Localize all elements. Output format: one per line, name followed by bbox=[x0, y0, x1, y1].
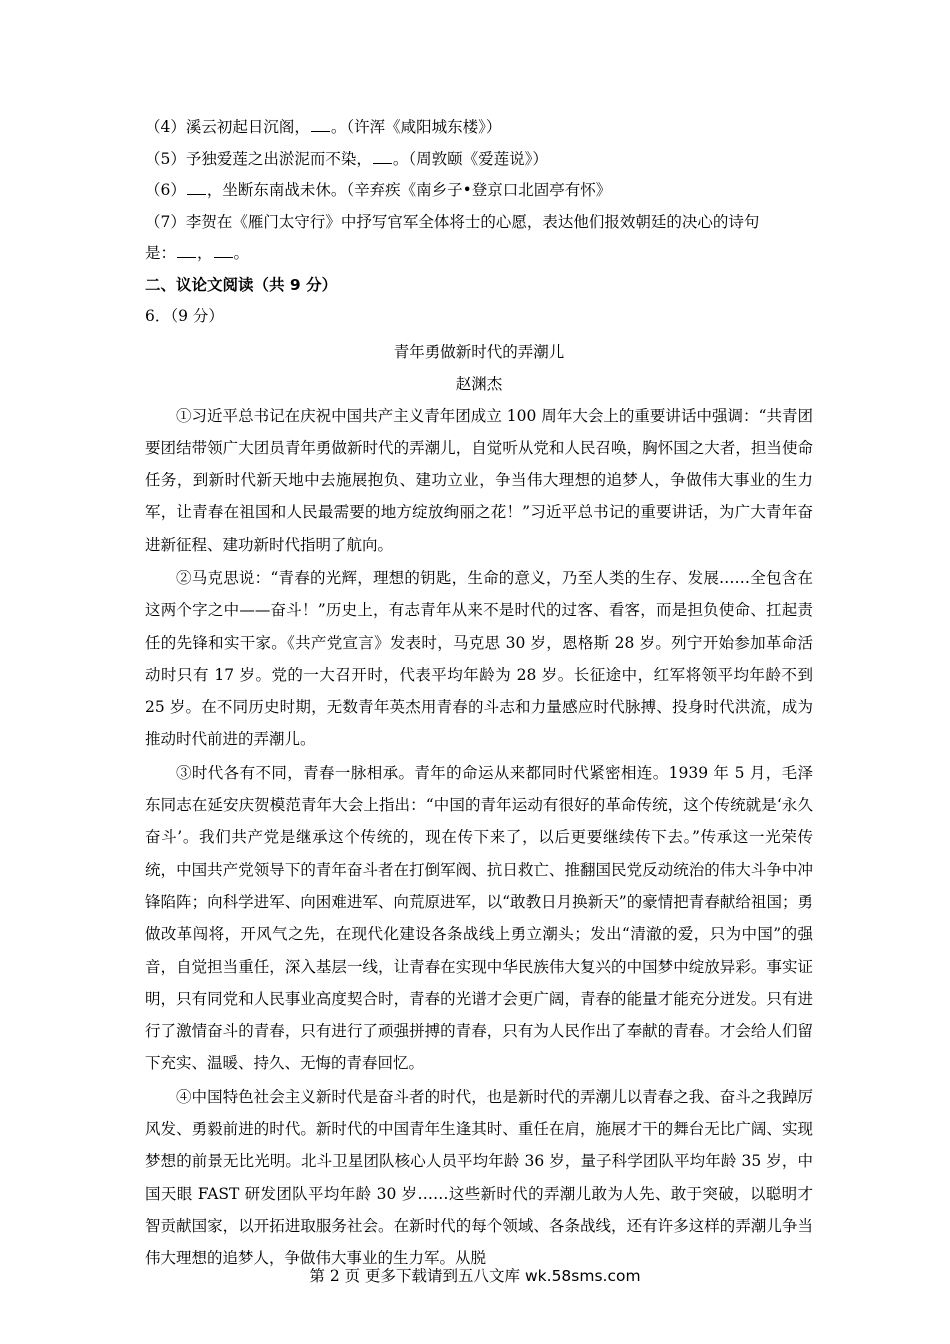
question-6 bbox=[145, 175, 813, 207]
page-footer bbox=[0, 1264, 950, 1288]
article-paragraph-3: ③时代各有不同，青春一脉相承。青年的命运从来都同时代紧密相连。1939 年 5 月，毛泽东同志在延安庆贺模范青年大会上指出：“中国的青年运动有很好的革命传统，这个传统就是‘永久奋斗’。我们共产党是继承这个传统的，现在传下来了，以后更要继续传下去。”传承这一光荣传统，中国共产党领导下的青年奋斗者在打倒军阀、抗日救亡、推翻国民党反动统治的伟大斗争中冲锋陷阵；向科学进军、向困难进军、向荒原进军，以“敢教日月换新天”的豪情把青春献给祖国；勇做改革闯将，开风气之先，在现代化建设各条战线上勇立潮头；发出“清澈的爱，只为中国”的强音，自觉担当重任，深入基层一线，让青春在实现中华民族伟大复兴的中国梦中绽放异彩。事实证明，只有同党和人民事业高度契合时，青春的光谱才会更广阔，青春的能量才能充分迸发。只有进行了激情奋斗的青春，只有进行了顽强拼搏的青春，只有为人民作出了奉献的青春。才会给人们留下充实、温暖、持久、无悔的青春回忆。 bbox=[145, 763, 813, 1073]
answer-blank bbox=[187, 180, 206, 195]
article-author: 赵渊杰 bbox=[455, 374, 503, 393]
answer-blank bbox=[373, 149, 392, 164]
page-content bbox=[145, 112, 813, 1275]
question-7-prefix: 是： bbox=[145, 244, 177, 262]
question-7-middle: ， bbox=[197, 244, 213, 262]
footer-site: wk.58sms.com bbox=[524, 1267, 641, 1285]
question-7-suffix: 。 bbox=[233, 244, 250, 262]
question-label: 6．（9 分） bbox=[145, 307, 224, 325]
question-7-line-2 bbox=[145, 238, 813, 270]
question-6-prefix: （6） bbox=[145, 181, 186, 199]
article-paragraph-4: ④中国特色社会主义新时代是奋斗者的时代，也是新时代的弄潮儿以青春之我、奋斗之我踔厉风发、勇毅前进的时代。新时代的中国青年生逢其时、重任在肩，施展才干的舞台无比广阔、实现梦想的前景无比光明。北斗卫星团队核心人员平均年龄 36 岁，量子科学团队平均年龄 35 岁，中国天眼 FAST 研发团队平均年龄 30 岁……这些新时代的弄潮儿敢为人先、敢于突破，以聪明才智贡献国家，以开拓进取服务社会。在新时代的每个领域、各条战线，还有许多这样的弄潮儿争当伟大理想的追梦人，争做伟大事业的生力军。从脱 bbox=[145, 1087, 813, 1268]
question-4-suffix: 。（许浑《咸阳城东楼》） bbox=[330, 118, 502, 136]
article-paragraph-2: ②马克思说：“青春的光辉，理想的钥匙，生命的意义，乃至人类的生存、发展……全包含在这两个字之中——奋斗！”历史上，有志青年从来不是时代的过客、看客，而是担负使命、扛起责任的先锋和实干家。《共产党宣言》发表时，马克思 30 岁，恩格斯 28 岁。列宁开始参加革命活动时只有 17 岁。党的一大召开时，代表平均年龄为 28 岁。长征途中，红军将领平均年龄不到 25 岁。在不同历史时期，无数青年英杰用青春的斗志和力量感应时代脉搏、投身时代洪流，成为推动时代前进的弄潮儿。 bbox=[145, 568, 813, 749]
question-6-suffix: ，坐断东南战未休。（辛弃疾《南乡子•登京口北固亭有怀》 bbox=[206, 181, 612, 199]
question-5-prefix: （5）予独爱莲之出淤泥而不染， bbox=[145, 149, 372, 168]
answer-blank bbox=[214, 243, 233, 258]
question-7-line-1: （7）李贺在《雁门太守行》中抒写官军全体将士的心愿，表达他们报效朝廷的决心的诗句 bbox=[145, 212, 760, 231]
footer-text: 第 2 页 更多下载请到五八文库 bbox=[309, 1267, 525, 1285]
question-4 bbox=[145, 112, 813, 144]
question-5 bbox=[145, 144, 813, 176]
answer-blank bbox=[311, 117, 330, 132]
answer-blank bbox=[177, 243, 196, 258]
article-paragraph-1: ①习近平总书记在庆祝中国共产主义青年团成立 100 周年大会上的重要讲话中强调：“共青团要团结带领广大团员青年勇做新时代的弄潮儿，自觉听从党和人民召唤，胸怀国之大者，担当使命任务，到新时代新天地中去施展抱负、建功立业，争当伟大理想的追梦人，争做伟大事业的生力军，让青春在祖国和人民最需要的地方绽放绚丽之花！”习近平总书记的重要讲话，为广大青年奋进新征程、建功新时代指明了航向。 bbox=[145, 406, 813, 554]
article-title: 青年勇做新时代的弄潮儿 bbox=[393, 342, 565, 361]
question-5-suffix: 。（周敦颐《爱莲说》） bbox=[392, 149, 548, 168]
question-4-prefix: （4）溪云初起日沉阁， bbox=[145, 118, 310, 136]
section-heading: 二、议论文阅读（共 9 分） bbox=[145, 275, 338, 294]
